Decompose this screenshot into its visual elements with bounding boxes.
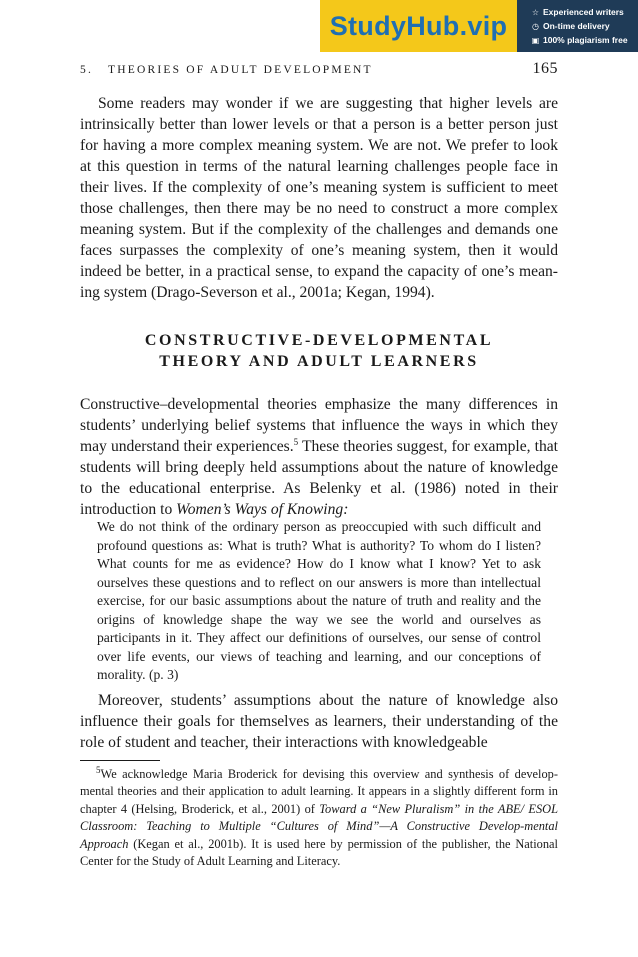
book-title: Women’s Ways of Knowing: bbox=[176, 501, 349, 518]
clock-icon: ◷ bbox=[532, 21, 539, 31]
feature-plagiarism-free bbox=[531, 35, 638, 45]
paragraph-2-text-a: Constructive–developmental theories emphasize the many differences in students’ underlying belief systems that influence the ways in which they may understand their experiences. bbox=[80, 396, 558, 455]
ad-banner[interactable] bbox=[320, 0, 638, 52]
footnote-text-a: We acknowledge Maria Broderick for devising this overview and synthesis of develop-mental theories and their application to adult learning. It appears in a slightly different form in chapter 4 (Helsing, Broderick, et al., 2001) of bbox=[80, 767, 558, 816]
footnote-text-b: (Kegan et al., 2001b). It is used here by permission of the publisher, the National Center for the Study of Adult Learning and Literacy. bbox=[80, 836, 558, 869]
footnote-number: 5 bbox=[96, 764, 101, 775]
paragraph-3: Moreover, students’ assumptions about the nature of knowledge also influence their goals for themselves as learners, their understanding of the role of student and teacher, their interactions with knowledgeable bbox=[80, 692, 558, 751]
running-head bbox=[80, 60, 558, 78]
studyhub-logo[interactable]: StudyHub.vip bbox=[320, 0, 517, 52]
section-heading bbox=[80, 330, 558, 372]
feature-label: Experienced writers bbox=[543, 7, 624, 17]
banner-feature-list bbox=[517, 0, 638, 52]
footnote-divider bbox=[80, 760, 160, 761]
paragraph-2-text-b: These theories suggest, for example, that students will bring deeply held assumptions about the nature of knowledge to the educational enterprise. As Belenky et al. (1986) noted in their introduction to bbox=[80, 438, 559, 518]
feature-experienced-writers bbox=[531, 7, 638, 17]
section-heading-line-2: THEORY AND ADULT LEARNERS bbox=[159, 353, 479, 370]
section-heading-line-1: CONSTRUCTIVE-DEVELOPMENTAL bbox=[144, 332, 494, 349]
star-icon: ☆ bbox=[531, 7, 540, 17]
footnote bbox=[80, 766, 558, 870]
feature-on-time-delivery bbox=[531, 21, 638, 31]
document-icon: ▣ bbox=[531, 35, 540, 45]
feature-label: 100% plagiarism free bbox=[543, 35, 628, 45]
paragraph-1: Some readers may wonder if we are suggesting that higher levels are intrinsically better than lower levels or that a person is a better person just for having a more complex meaning system. We are not. We prefer to look at this question in terms of the natural learning challenges people face in their lives. If the complexity of one’s meaning system is sufficient to meet those challenges, then there may be no need to construct a more complex meaning system. But if the complexity of the challenges and demands one faces surpasses the complexity of one’s meaning system, then it would indeed be better, in a practical sense, to expand the capacity of one’s mean-ing system (Drago-Severson et al., 2001a; Kegan, 1994). bbox=[80, 95, 558, 301]
block-quote: We do not think of the ordinary person as preoccupied with such difficult and profound questions as: What is truth? What is authority? To whom do I listen? What counts for me as evidence? How do I know what I know? Yet to ask ourselves these questions and to reflect on our answers is more than intellectual exercise, for our basic assumptions about the nature of truth and reality and the origins of knowledge shape the way we see the world and ourselves as participants in it. They affect our definitions of ourselves, our sense of control over life events, our views of teaching and learning, and our conceptions of morality. (p. 3) bbox=[97, 519, 541, 682]
feature-label: On-time delivery bbox=[543, 21, 610, 31]
page-number: 165 bbox=[532, 60, 558, 77]
chapter-title: 5. THEORIES OF ADULT DEVELOPMENT bbox=[80, 64, 373, 76]
footnote-title: Toward a “New Pluralism” in the ABE/ ESOL Classroom: Teaching to Multiple “Cultures of Mind”—A Constructive Develop-mental Approach bbox=[80, 801, 558, 851]
footnote-reference: 5 bbox=[293, 436, 299, 447]
paragraph-2 bbox=[80, 394, 558, 520]
